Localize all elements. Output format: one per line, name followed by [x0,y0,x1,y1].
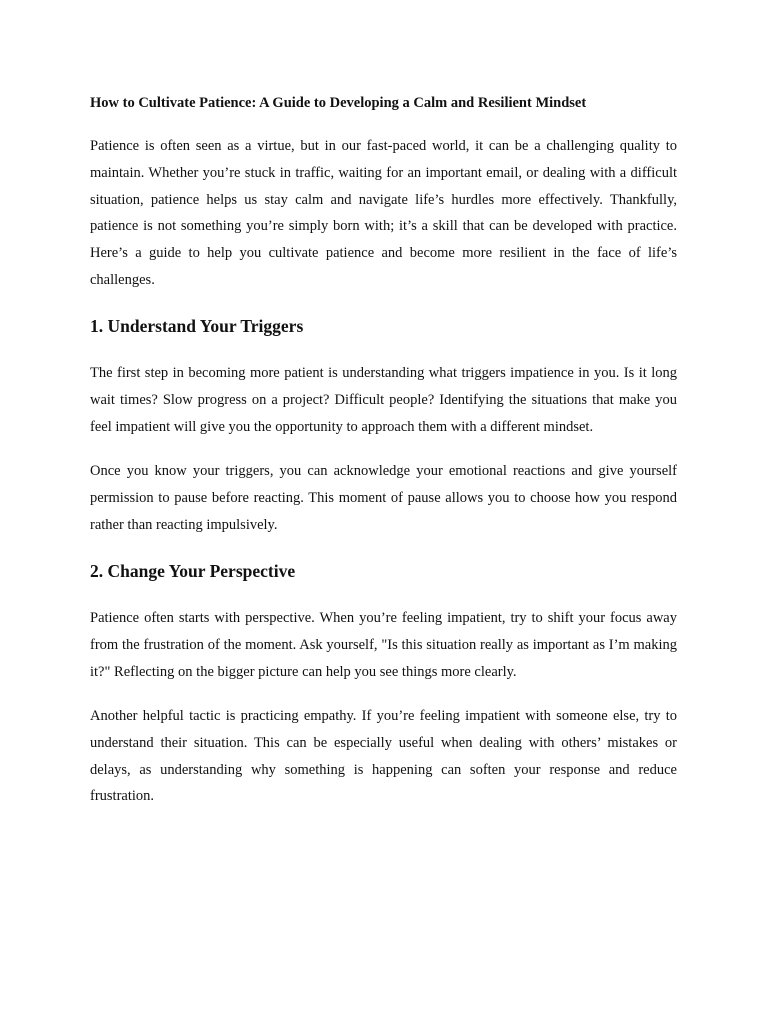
paragraph: Once you know your triggers, you can acknowledge your emotional reactions and give yourself permission to pause before reacting. This moment of pause allows you to choose how you respond rather than reacting impulsively. [90,463,677,533]
section-heading-triggers: 1. Understand Your Triggers [90,316,304,336]
paragraph: Another helpful tactic is practicing empathy. If you’re feeling impatient with someone else, try to understand their situation. This can be especially useful when dealing with others’ mistakes or delays, as understanding why something is happening can soften your response and reduce frustration. [90,708,677,805]
section-heading-perspective: 2. Change Your Perspective [90,561,296,581]
paragraph: The first step in becoming more patient is understanding what triggers impatience in you. Is it long wait times? Slow progress on a project? Difficult people? Identifying the situations that make you feel impatient will give you the opportunity to approach them with a different mindset. [90,365,677,435]
intro-paragraph: Patience is often seen as a virtue, but in our fast-paced world, it can be a challenging quality to maintain. Whether you’re stuck in traffic, waiting for an important email, or dealing with a difficult situation, patience helps us stay calm and navigate life’s hurdles more effectively. Thankfully, patience is not something you’re simply born with; it’s a skill that can be developed with practice. Here’s a guide to help you cultivate patience and become more resilient in the face of life’s challenges. [90,138,677,288]
paragraph: Patience often starts with perspective. When you’re feeling impatient, try to shift your focus away from the frustration of the moment. Ask yourself, "Is this situation really as important as I’m making it?" Reflecting on the bigger picture can help you see things more clearly. [90,610,677,680]
document-title: How to Cultivate Patience: A Guide to Developing a Calm and Resilient Mindset [90,95,587,111]
